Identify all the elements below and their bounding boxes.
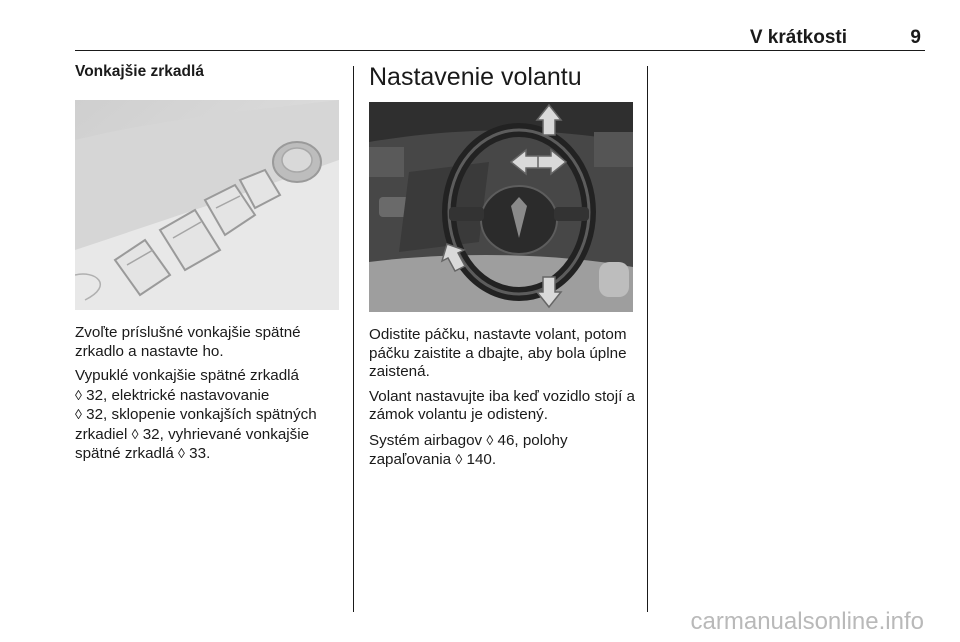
page-header <box>75 27 925 51</box>
crossref-icon: ◊ <box>455 451 463 467</box>
section-heading-mirrors: Vonkajšie zrkadlá <box>75 63 204 80</box>
crossref-icon: ◊ <box>486 431 494 448</box>
right-column <box>369 62 637 476</box>
mirror-ref-link-3[interactable]: 32, vyhrievané vonkajšie spätné zrkadlá <box>75 425 310 462</box>
mirror-ref-link-1[interactable]: 32, elektrické nastavovanie <box>86 386 270 404</box>
chapter-title: V krátkosti <box>749 27 847 48</box>
mirror-ref-link-4[interactable]: 33. <box>189 445 211 462</box>
steering-ref-link-1[interactable]: 46, polohy zapaľovania <box>369 431 568 468</box>
steering-references-text <box>369 431 637 470</box>
header-rule <box>75 50 925 51</box>
crossref-icon: ◊ <box>75 406 82 422</box>
steering-adjust-text: Odistite páčku, nastavte volant, potom páčku zaistite a dbajte, aby bola úplne zaistená. <box>369 326 627 380</box>
mirror-references-text <box>75 367 341 464</box>
steering-warning-text: Volant nastavujte iba keď vozidlo stojí a zámok volantu je odistený. <box>369 387 635 423</box>
mirror-ref-link-2[interactable]: 32, sklopenie vonkajších spätných zrkadiel <box>75 406 317 443</box>
crossref-icon: ◊ <box>178 445 185 461</box>
page-number: 9 <box>910 27 921 48</box>
left-column <box>75 62 341 470</box>
steering-ref-link-2[interactable]: 140. <box>466 451 497 468</box>
mirror-ref-text-1: Vypuklé vonkajšie spätné zrkadlá <box>75 367 300 384</box>
column-divider-left <box>353 66 354 612</box>
mirror-instruction-text: Zvoľte príslušné vonkajšie spätné zrkadlo a nastavte ho. <box>75 324 301 360</box>
crossref-icon: ◊ <box>75 386 82 403</box>
crossref-icon: ◊ <box>131 425 139 442</box>
steering-wheel-illustration <box>369 102 633 312</box>
steering-ref-text-1: Systém airbagov <box>369 431 483 449</box>
source-watermark: carmanualsonline.info <box>690 608 924 635</box>
column-divider-right <box>647 66 648 612</box>
mirror-switch-illustration <box>75 100 339 310</box>
section-heading-steering: Nastavenie volantu <box>369 63 582 91</box>
